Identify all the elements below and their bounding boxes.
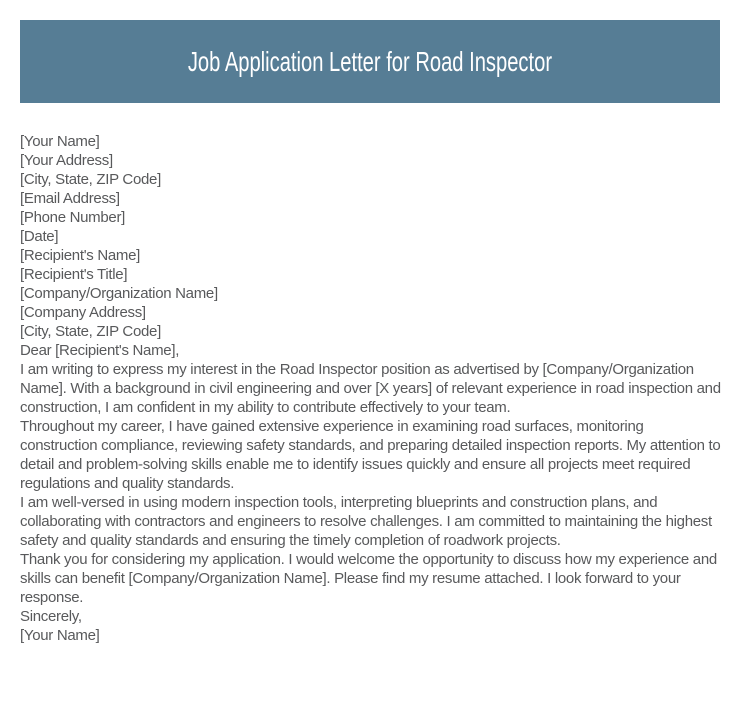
sender-address-line: [City, State, ZIP Code]	[20, 171, 161, 188]
sender-address-line: [Email Address]	[20, 190, 120, 207]
recipient-address-line: [Recipient's Name]	[20, 247, 141, 264]
sender-address-line: [Date]	[20, 228, 59, 245]
document-header	[20, 20, 720, 103]
letter-paragraph: I am well-versed in using modern inspection tools, interpreting blueprints and construction plans, and collaborating with contractors and engineers to resolve challenges. I am committed to maintaining the highest safety and quality standards and ensuring the timely completion of roadwork projects.	[20, 494, 712, 549]
letter-paragraph: Thank you for considering my application. I would welcome the opportunity to discuss how my experience and skills can benefit [Company/Organization Name]. Please find my resume attached. I look forward to your response.	[20, 551, 717, 606]
recipient-address-line: [City, State, ZIP Code]	[20, 323, 161, 340]
closing: Sincerely,	[20, 608, 82, 625]
sender-address-line: [Phone Number]	[20, 209, 126, 226]
letter-paragraph: Throughout my career, I have gained extensive experience in examining road surfaces, monitoring construction compliance, reviewing safety standards, and preparing detailed inspection reports. My attention to detail and problem-solving skills enable me to identify issues quickly and ensure all projects meet required regulations and quality standards.	[20, 418, 721, 492]
sender-address-block	[20, 132, 722, 246]
recipient-address-line: [Recipient's Title]	[20, 266, 128, 283]
recipient-address-line: [Company Address]	[20, 304, 146, 321]
signature: [Your Name]	[20, 627, 100, 644]
letter-paragraph: I am writing to express my interest in the Road Inspector position as advertised by [Company/Organization Name]. With a background in civil engineering and over [X years] of relevant experience in road inspection and construction, I am confident in my ability to contribute effectively to your team.	[20, 361, 721, 416]
recipient-address-line: [Company/Organization Name]	[20, 285, 218, 302]
salutation: Dear [Recipient's Name],	[20, 342, 180, 359]
recipient-address-block	[20, 246, 722, 341]
letter-paragraphs	[20, 360, 722, 607]
letter-body	[20, 132, 722, 645]
sender-address-line: [Your Name]	[20, 133, 100, 150]
page-title: Job Application Letter for Road Inspector	[187, 45, 553, 77]
sender-address-line: [Your Address]	[20, 152, 113, 169]
